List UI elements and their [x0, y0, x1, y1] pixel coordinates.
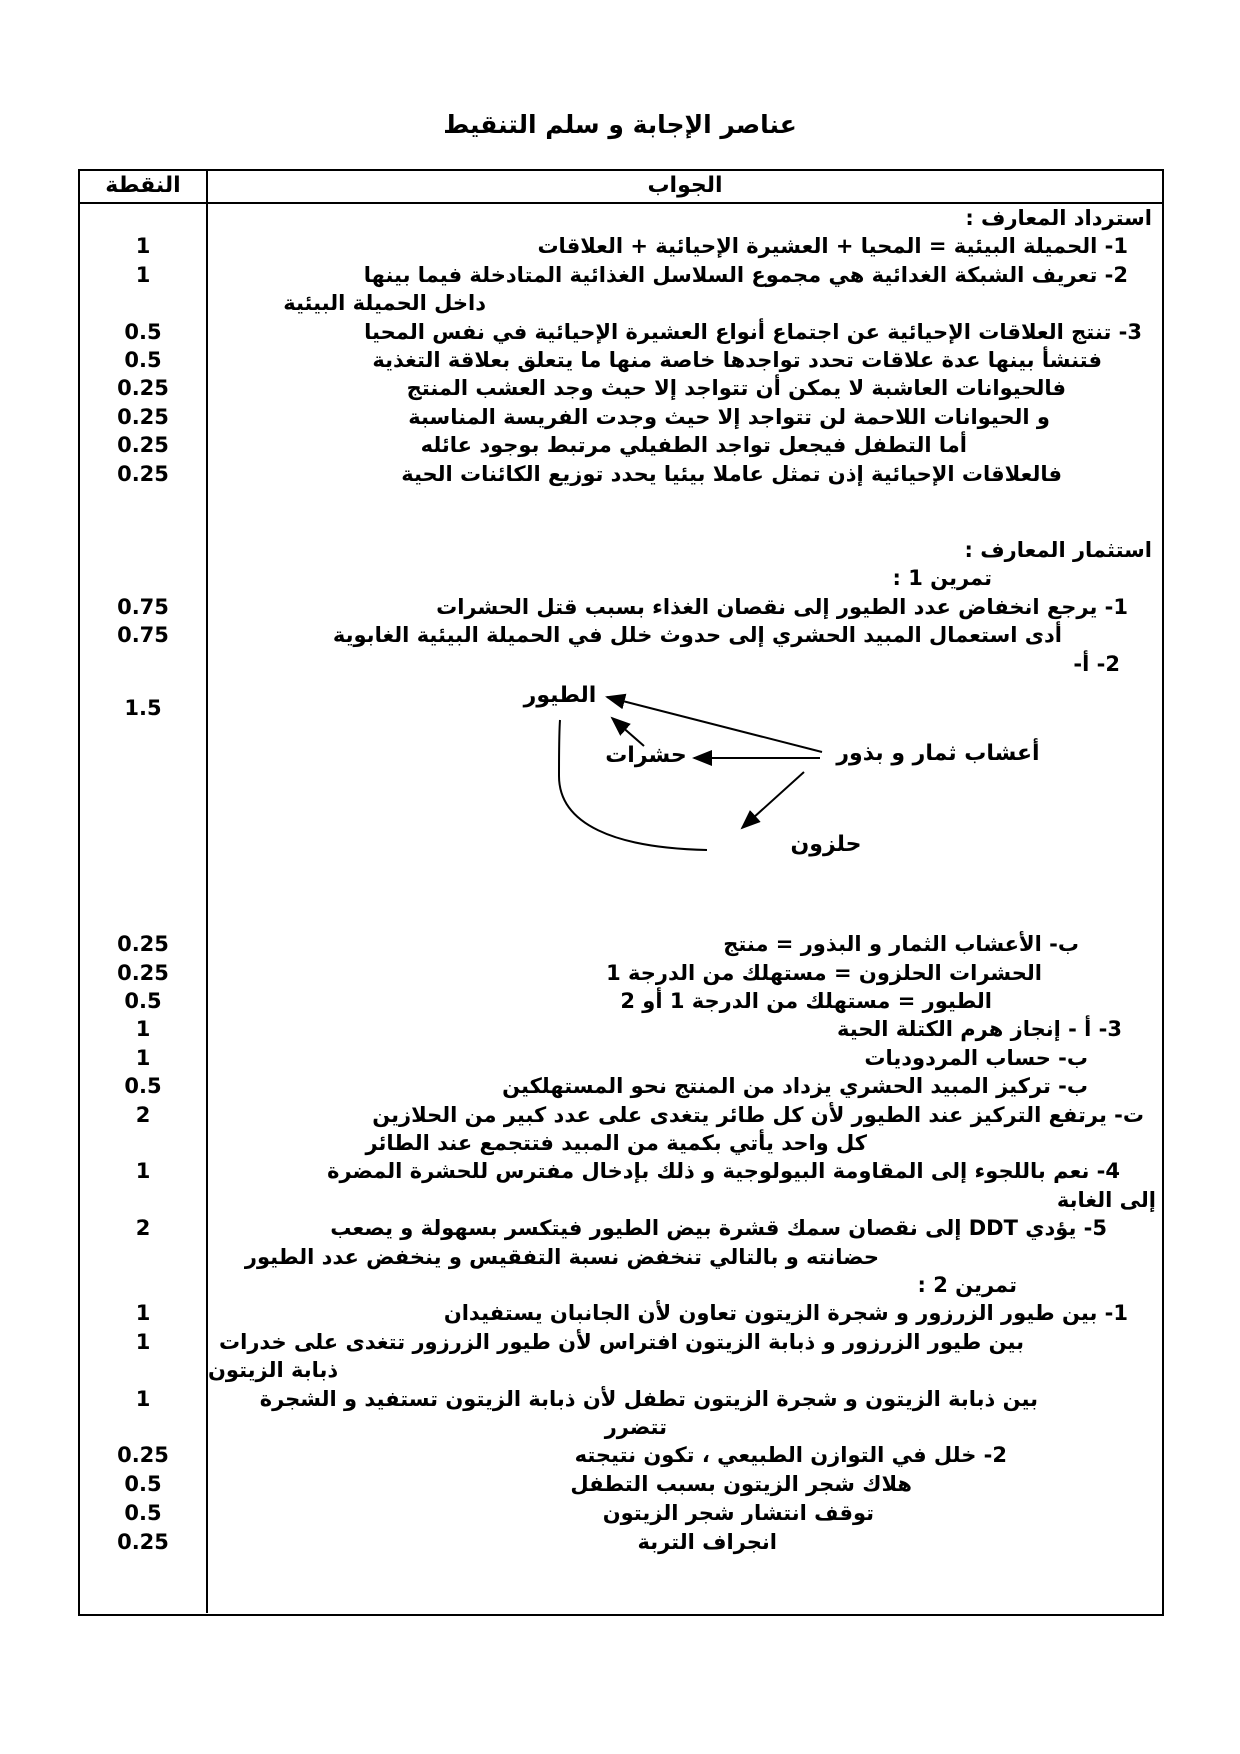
diagram-node-snail: حلزون: [790, 832, 862, 858]
answer-line: ب- تركيز المبيد الحشري يزداد من المنتج نحو المستهلكين: [502, 1074, 1088, 1099]
answer-line: إلى الغابة: [1056, 1187, 1156, 1212]
answer-line: تتضرر: [604, 1415, 667, 1439]
rubric-row: [80, 1214, 1162, 1242]
rubric-row: [80, 1101, 1162, 1129]
diagram-node-plants: أعشاب ثمار و بذور: [836, 741, 1040, 767]
answer-line: فالحيوانات العاشبة لا يمكن أن تتواجد إلا حيث وجد العشب المنتج: [406, 376, 1066, 401]
points-value: [80, 1243, 208, 1271]
answer-line: 2- خلل في التوازن الطبيعي ، تكون نتيجته: [574, 1443, 1007, 1468]
answer-line: 5- يؤدي DDT إلى نقصان سمك قشرة بيض الطيور فيتكسر بسهولة و يصعب: [330, 1216, 1107, 1241]
points-value: 2: [80, 1214, 208, 1242]
answer-line: هلاك شجر الزيتون بسبب التطفل: [570, 1472, 912, 1497]
points-value: 1: [80, 232, 208, 260]
points-value: 1: [80, 1299, 208, 1327]
rubric-row: [80, 650, 1162, 678]
answer-line: و الحيوانات اللاحمة لن تتواجد إلا حيث وجدت الفريسة المناسبة: [408, 404, 1050, 429]
answer-line: فتنشأ بينها عدة علاقات تحدد تواجدها خاصة منها ما يتعلق بعلاقة التغذية: [372, 348, 1102, 373]
rubric-row: [80, 1528, 1162, 1557]
answer-line: 4- نعم باللجوء إلى المقاومة البيولوجية و ذلك بإدخال مفترس للحشرة المضرة: [327, 1159, 1120, 1184]
answer-line: داخل الحميلة البيئية: [283, 291, 486, 316]
rubric-row: [80, 1243, 1162, 1271]
food-web-arrows: [208, 678, 1162, 930]
points-column-header: النقطة: [80, 171, 208, 202]
points-value: [80, 564, 208, 592]
answer-line: [208, 678, 1162, 930]
answer-line: ب- الأعشاب الثمار و البذور = منتج: [723, 932, 1079, 957]
rubric-row: [80, 460, 1162, 488]
rubric-row: [80, 318, 1162, 346]
rubric-row: [80, 1328, 1162, 1356]
answer-line: 3- تنتج العلاقات الإحيائية عن اجتماع أنواع العشيرة الإحيائية في نفس المحيا: [364, 319, 1142, 344]
points-value: [80, 1557, 208, 1613]
rubric-row: [80, 1044, 1162, 1072]
spacer-row: [80, 488, 1162, 536]
answer-line: ذبابة الزيتون: [208, 1358, 339, 1383]
answer-line: تمرين 1 :: [892, 566, 992, 591]
answer-line: استرداد المعارف :: [965, 206, 1152, 230]
rubric-row: [80, 1385, 1162, 1413]
points-value: 0.5: [80, 987, 208, 1015]
rubric-row: [80, 374, 1162, 402]
rubric-row: [80, 536, 1162, 564]
points-value: 0.25: [80, 1441, 208, 1470]
points-value: 1: [80, 1015, 208, 1043]
points-value: 1: [80, 1328, 208, 1356]
answer-table: [78, 169, 1164, 1616]
points-value: [80, 1271, 208, 1299]
points-value: 0.5: [80, 1470, 208, 1499]
rubric-row: [80, 1271, 1162, 1299]
points-value: [80, 650, 208, 678]
table-header-row: [80, 171, 1162, 204]
points-value: 0.25: [80, 460, 208, 488]
rubric-row: [80, 261, 1162, 289]
points-value: [80, 289, 208, 317]
points-value: [80, 1186, 208, 1214]
answer-line: الحشرات الحلزون = مستهلك من الدرجة 1: [606, 960, 1042, 985]
page-title: عناصر الإجابة و سلم التنقيط: [443, 110, 797, 139]
points-value: 1: [80, 1157, 208, 1185]
answer-line: ب- حساب المردوديات: [864, 1045, 1088, 1070]
answer-line: 1- يرجع انخفاض عدد الطيور إلى نقصان الغذاء بسبب قتل الحشرات: [436, 594, 1128, 619]
diagram-node-birds: الطيور: [523, 683, 597, 709]
rubric-row: [80, 1072, 1162, 1100]
points-value: 1.5: [80, 678, 208, 930]
points-value: [80, 204, 208, 232]
rubric-row: [80, 593, 1162, 621]
arrow-plants-to-snail: [742, 772, 804, 828]
points-value: 0.75: [80, 621, 208, 649]
answer-line: ت- يرتفع التركيز عند الطيور لأن كل طائر يتغدى على عدد كبير من الحلازين: [372, 1102, 1144, 1127]
food-web-diagram: [208, 678, 1162, 930]
table-body: [80, 204, 1162, 1616]
rubric-row: [80, 959, 1162, 987]
rubric-row: [80, 403, 1162, 431]
points-value: [80, 1413, 208, 1441]
answer-line: كل واحد يأتي بكمية من المبيد فتتجمع عند الطائر: [365, 1130, 867, 1155]
rubric-row: [80, 987, 1162, 1015]
answer-line: حضانته و بالتالي تنخفض نسبة التفقيس و ينخفض عدد الطيور: [244, 1244, 879, 1269]
rubric-row: [80, 1356, 1162, 1384]
answer-line: بين ذبابة الزيتون و شجرة الزيتون تطفل لأن ذبابة الزيتون تستفيد و الشجرة: [259, 1386, 1038, 1411]
points-value: 2: [80, 1101, 208, 1129]
rubric-row: [80, 346, 1162, 374]
arrow-plants-to-birds: [607, 697, 822, 752]
answer-line: [208, 1557, 1162, 1613]
points-value: 0.25: [80, 431, 208, 459]
answer-line: 1- بين طيور الزرزور و شجرة الزيتون تعاون لأن الجانبان يستفيدان: [443, 1301, 1128, 1326]
rubric-row: [80, 232, 1162, 260]
rubric-row: [80, 1299, 1162, 1327]
answer-line: أما التطفل فيجعل تواجد الطفيلي مرتبط بوجود عائله: [420, 433, 967, 458]
points-value: 1: [80, 261, 208, 289]
answer-line: توقف انتشار شجر الزيتون: [602, 1501, 874, 1526]
rubric-row: [80, 1186, 1162, 1214]
points-value: 0.5: [80, 1072, 208, 1100]
diagram-node-insects: حشرات: [605, 743, 687, 769]
answer-line: استثمار المعارف :: [964, 538, 1152, 563]
points-value: 0.25: [80, 403, 208, 431]
answer-column-header: الجواب: [647, 173, 723, 198]
points-value: 0.75: [80, 593, 208, 621]
rubric-row: [80, 431, 1162, 459]
answer-line: 1- الحميلة البيئية = المحيا + العشيرة الإحيائية + العلاقات: [537, 234, 1128, 259]
points-value: [80, 488, 208, 536]
points-value: [80, 536, 208, 564]
rubric-row: [80, 930, 1162, 958]
points-value: 0.25: [80, 930, 208, 958]
rubric-row: [80, 289, 1162, 317]
rubric-row: [80, 1157, 1162, 1185]
points-value: [80, 1356, 208, 1384]
rubric-row: [80, 1129, 1162, 1157]
rubric-row: [80, 204, 1162, 232]
points-value: [80, 1129, 208, 1157]
points-value: 0.25: [80, 374, 208, 402]
rubric-row: [80, 1499, 1162, 1528]
rubric-row: [80, 1015, 1162, 1043]
points-value: 1: [80, 1044, 208, 1072]
points-value: 1: [80, 1385, 208, 1413]
answer-line: 2- تعريف الشبكة الغدائية هي مجموع السلاسل الغذائية المتادخلة فيما بينها: [363, 262, 1128, 287]
answer-line: انجراف التربة: [637, 1530, 777, 1555]
rubric-row: [80, 1413, 1162, 1441]
spacer-row: [80, 1557, 1162, 1613]
answer-line: الطيور = مستهلك من الدرجة 1 أو 2: [620, 988, 992, 1013]
answer-line: 3- أ - إنجاز هرم الكتلة الحية: [836, 1017, 1122, 1042]
curve-snail-to-birds: [559, 720, 707, 850]
answer-line: فالعلاقات الإحيائية إذن تمثل عاملا بيئيا يحدد توزيع الكائنات الحية: [401, 461, 1062, 486]
answer-line: تمرين 2 :: [917, 1272, 1017, 1297]
answer-line: [208, 488, 1162, 536]
points-value: 0.5: [80, 318, 208, 346]
answer-line: بين طيور الزرزور و ذبابة الزيتون افتراس لأن طيور الزرزور تتغدى على خدرات: [219, 1329, 1024, 1354]
points-value: 0.5: [80, 1499, 208, 1528]
answer-line: 2- أ-: [1073, 651, 1120, 676]
rubric-row: [80, 1470, 1162, 1499]
rubric-row: [80, 621, 1162, 649]
points-value: 0.25: [80, 1528, 208, 1557]
food-web-row: [80, 678, 1162, 930]
arrow-insects-to-birds: [612, 718, 644, 746]
points-value: 0.5: [80, 346, 208, 374]
points-value: 0.25: [80, 959, 208, 987]
rubric-row: [80, 1441, 1162, 1470]
answer-line: أدى استعمال المبيد الحشري إلى حدوث خلل في الحميلة البيئية الغابوية: [332, 623, 1062, 648]
rubric-row: [80, 564, 1162, 592]
